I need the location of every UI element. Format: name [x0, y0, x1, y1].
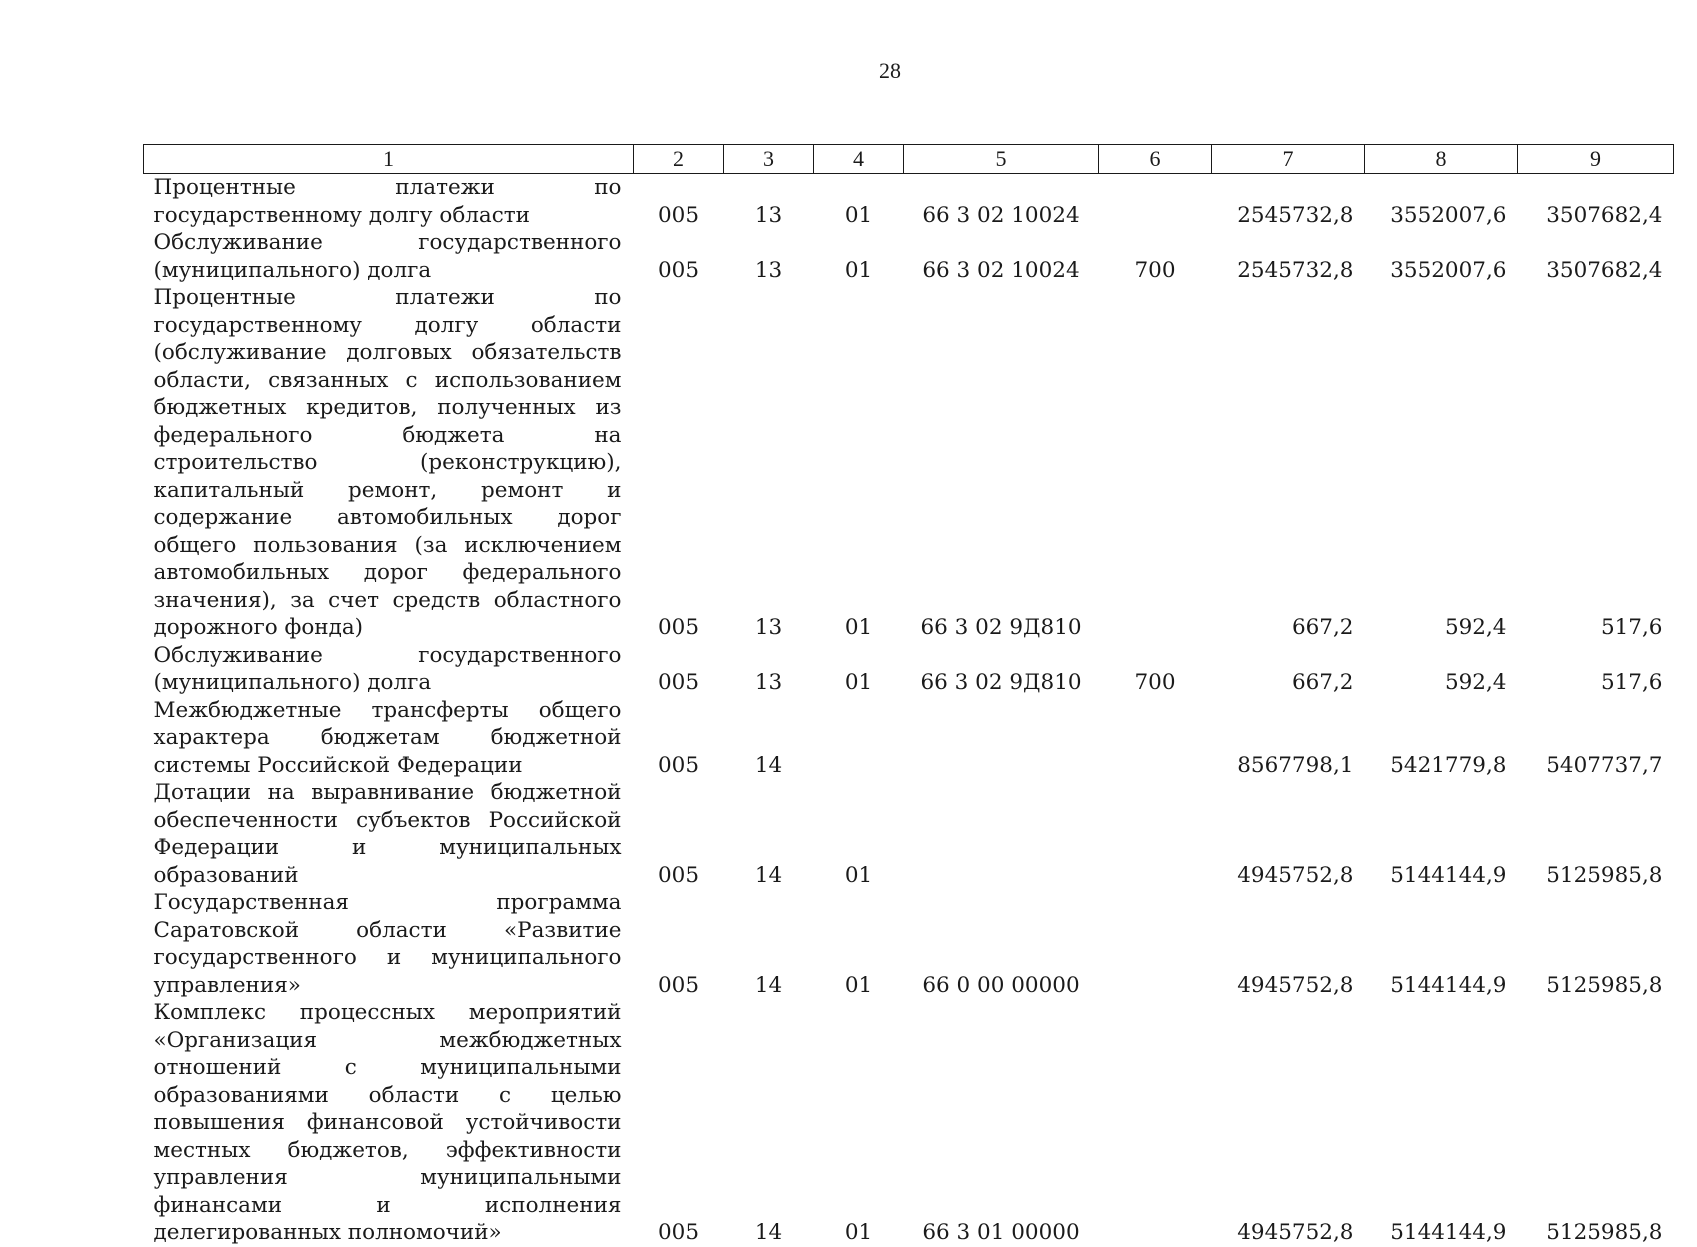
amount-year-3: 5407737,7: [1546, 752, 1663, 778]
amount-year-3: 3507682,4: [1546, 257, 1663, 283]
amount-year-1: 667,2: [1291, 670, 1354, 695]
section-code: 14: [754, 972, 783, 998]
expense-type-code: 700: [1134, 257, 1176, 283]
amount-year-2: 3552007,6: [1390, 257, 1507, 283]
amount-year-2: 592,4: [1444, 670, 1507, 695]
ministry-code: 005: [657, 670, 700, 695]
header-col-4: 4: [814, 145, 904, 174]
ministry-code: 005: [657, 972, 700, 998]
amount-year-3: 517,6: [1600, 670, 1663, 695]
expense-type-code: 700: [1134, 670, 1176, 695]
amount-year-1: 4945752,8: [1237, 862, 1354, 888]
row-name: Государственная программа Саратовской области «Развитие государственного и муниципального управления»: [153, 890, 622, 998]
ministry-code: 005: [657, 752, 700, 778]
ministry-code: 005: [657, 202, 700, 228]
section-code: 13: [754, 615, 783, 640]
amount-year-3: 3507682,4: [1546, 202, 1663, 228]
subsection-code: 01: [844, 862, 873, 888]
subsection-code: 01: [844, 202, 873, 228]
section-code: 14: [754, 1220, 783, 1245]
section-code: 13: [754, 670, 783, 695]
header-col-8: 8: [1365, 145, 1518, 174]
table-row: [144, 284, 1674, 642]
row-name: Процентные платежи по государственному долгу области (обслуживание долговых обязательств области, связанных с использованием бюджетных кредитов, полученных из федерального бюджета на строительство (реконструкцию), капитальный ремонт, ремонт и содержание автомобильных дорог общего пользования (за исключением автомобильных дорог федерального значения), за счет средств областного дорожного фонда): [153, 285, 622, 640]
target-article-code: 66 3 02 9Д810: [920, 670, 1082, 695]
amount-year-1: 8567798,1: [1237, 752, 1354, 778]
target-article-code: 66 0 00 00000: [922, 972, 1080, 998]
subsection-code: 01: [844, 972, 873, 998]
target-article-code: 66 3 02 9Д810: [920, 615, 1082, 640]
row-name: Дотации на выравнивание бюджетной обеспеченности субъектов Российской Федерации и муниципальных образований: [153, 780, 622, 888]
section-code: 14: [754, 862, 783, 888]
expense-type-code: [1099, 999, 1212, 1247]
header-col-6: 6: [1099, 145, 1212, 174]
target-article-code: [904, 697, 1099, 780]
table-row: [144, 642, 1674, 697]
table-row: [144, 889, 1674, 999]
page-number: 28: [879, 58, 901, 83]
subsection-code: 01: [844, 615, 873, 640]
ministry-code: 005: [657, 862, 700, 888]
header-col-3: 3: [724, 145, 814, 174]
expense-type-code: [1099, 889, 1212, 999]
subsection-code: [814, 697, 904, 780]
amount-year-1: 2545732,8: [1237, 202, 1354, 228]
header-col-2: 2: [634, 145, 724, 174]
expense-type-code: [1099, 697, 1212, 780]
amount-year-1: 667,2: [1291, 615, 1354, 640]
section-code: 13: [754, 257, 783, 283]
amount-year-3: 5125985,8: [1546, 862, 1663, 888]
header-col-1: 1: [144, 145, 634, 174]
expense-type-code: [1099, 174, 1212, 230]
header-col-5: 5: [904, 145, 1099, 174]
amount-year-2: 5421779,8: [1390, 752, 1507, 778]
row-name: Процентные платежи по государственному долгу области: [153, 175, 622, 228]
section-code: 13: [754, 202, 783, 228]
row-name: Обслуживание государственного (муниципального) долга: [153, 230, 622, 283]
row-name: Комплекс процессных мероприятий «Организация межбюджетных отношений с муниципальными образованиями области с целью повышения финансовой устойчивости местных бюджетов, эффективности управления муниципальными финансами и исполнения делегированных полномочий»: [153, 1000, 622, 1245]
section-code: 14: [754, 752, 783, 778]
amount-year-2: 592,4: [1444, 615, 1507, 640]
row-name: Обслуживание государственного (муниципального) долга: [153, 642, 622, 695]
table-row: [144, 174, 1674, 230]
subsection-code: 01: [844, 257, 873, 283]
amount-year-1: 4945752,8: [1237, 972, 1354, 998]
subsection-code: 01: [844, 1220, 873, 1245]
amount-year-1: 2545732,8: [1237, 257, 1354, 283]
ministry-code: 005: [657, 257, 700, 283]
budget-table: [143, 144, 1674, 1247]
ministry-code: 005: [657, 615, 700, 640]
table-row: [144, 229, 1674, 284]
ministry-code: 005: [657, 1220, 700, 1245]
amount-year-3: 5125985,8: [1546, 972, 1663, 998]
header-col-9: 9: [1518, 145, 1674, 174]
subsection-code: 01: [844, 670, 873, 695]
amount-year-1: 4945752,8: [1237, 1220, 1354, 1245]
amount-year-3: 5125985,8: [1546, 1220, 1663, 1245]
amount-year-2: 5144144,9: [1390, 972, 1507, 998]
target-article-code: 66 3 01 00000: [922, 1220, 1080, 1245]
table-row: [144, 999, 1674, 1247]
header-row: [144, 145, 1674, 174]
table-row: [144, 697, 1674, 780]
amount-year-2: 5144144,9: [1390, 862, 1507, 888]
table-body: [144, 174, 1674, 1247]
amount-year-3: 517,6: [1600, 615, 1663, 640]
table-row: [144, 779, 1674, 889]
header-col-7: 7: [1212, 145, 1365, 174]
amount-year-2: 5144144,9: [1390, 1220, 1507, 1245]
expense-type-code: [1099, 284, 1212, 642]
target-article-code: 66 3 02 10024: [922, 257, 1080, 283]
table-header: [144, 145, 1674, 174]
row-name: Межбюджетные трансферты общего характера бюджетам бюджетной системы Российской Федерации: [153, 697, 622, 778]
expense-type-code: [1099, 779, 1212, 889]
target-article-code: [904, 779, 1099, 889]
amount-year-2: 3552007,6: [1390, 202, 1507, 228]
target-article-code: 66 3 02 10024: [922, 202, 1080, 228]
